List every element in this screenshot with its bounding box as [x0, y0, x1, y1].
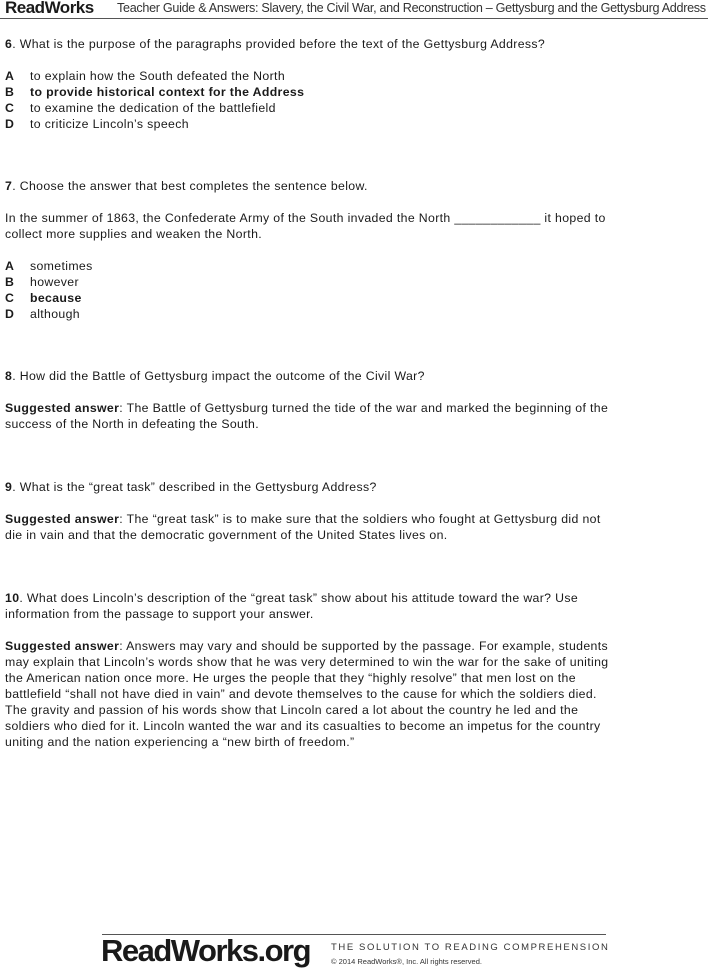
option-c-correct: [5, 290, 82, 306]
answer-line: [5, 400, 608, 416]
option-letter: B: [5, 85, 15, 99]
option-text: sometimes: [30, 259, 93, 273]
document-title: Teacher Guide & Answers: Slavery, the Civil War, and Reconstruction – Gettysburg and the Gettysburg Address: [117, 1, 706, 15]
question-prompt: . How did the Battle of Gettysburg impact the outcome of the Civil War?: [12, 369, 425, 383]
option-text: because: [30, 291, 82, 305]
option-letter: C: [5, 101, 15, 115]
question-prompt: . Choose the answer that best completes the sentence below.: [12, 179, 368, 193]
answer-line: die in vain and that the democratic government of the United States lives on.: [5, 528, 448, 542]
option-letter: A: [5, 259, 15, 273]
option-text: to examine the dedication of the battlefield: [30, 101, 276, 115]
footer-tagline: THE SOLUTION TO READING COMPREHENSION: [331, 942, 610, 953]
option-a: [5, 258, 93, 274]
question-10-text: [5, 590, 578, 606]
question-9-text: [5, 479, 377, 495]
readworks-org-logo: ReadWorks.org: [101, 933, 311, 968]
option-text: to explain how the South defeated the North: [30, 69, 286, 83]
answer-label: Suggested answer: [5, 401, 120, 415]
question-prompt: . What is the “great task” described in the Gettysburg Address?: [12, 480, 377, 494]
answer-line: battlefield “shall not have died in vain” and devote themselves to the cause for which the soldiers died.: [5, 687, 597, 701]
option-letter: D: [5, 117, 15, 131]
option-letter: C: [5, 291, 15, 305]
question-prompt: . What is the purpose of the paragraphs provided before the text of the Gettysburg Address?: [12, 37, 546, 51]
question-prompt: . What does Lincoln’s description of the “great task” show about his attitude toward the war? Use: [19, 591, 579, 605]
option-c: [5, 100, 276, 116]
option-text: to criticize Lincoln’s speech: [30, 117, 189, 131]
option-letter: D: [5, 307, 15, 321]
option-d: [5, 116, 189, 132]
question-number: 8: [5, 369, 13, 383]
answer-text: : The “great task” is to make sure that the soldiers who fought at Gettysburg did not: [119, 512, 601, 526]
option-b-correct: [5, 84, 304, 100]
question-6-text: [5, 36, 545, 52]
answer-label: Suggested answer: [5, 512, 120, 526]
answer-line: The gravity and passion of his words show that Lincoln cared a lot about the country he led and the: [5, 703, 579, 717]
answer-line: success of the North in defeating the South.: [5, 417, 259, 431]
readworks-logo: ReadWorks: [5, 0, 94, 17]
option-letter: B: [5, 275, 15, 289]
question-number: 9: [5, 480, 13, 494]
question-number: 6: [5, 37, 13, 51]
question-7-text: [5, 178, 368, 194]
answer-text: : Answers may vary and should be supported by the passage. For example, students: [119, 639, 608, 653]
option-text: however: [30, 275, 79, 289]
sentence-line: In the summer of 1863, the Confederate Army of the South invaded the North ____________ it hoped to: [5, 211, 606, 225]
question-prompt-line: information from the passage to support your answer.: [5, 607, 314, 621]
answer-line: [5, 511, 601, 527]
question-8-text: [5, 368, 425, 384]
answer-line: may explain that Lincoln’s words show that he was very determined to win the war for the sake of uniting: [5, 655, 609, 669]
option-text: to provide historical context for the Address: [30, 85, 305, 99]
answer-line: uniting and the nation experiencing a “new birth of freedom.”: [5, 735, 355, 749]
option-a: [5, 68, 285, 84]
question-number: 10: [5, 591, 20, 605]
copyright-notice: © 2014 ReadWorks®, Inc. All rights reserved.: [331, 957, 482, 966]
answer-line: soldiers who died for it. Lincoln wanted the war and its casualties to become an impetus for the country: [5, 719, 601, 733]
option-d: [5, 306, 80, 322]
answer-label: Suggested answer: [5, 639, 120, 653]
answer-line: [5, 638, 608, 654]
header-divider: [0, 18, 708, 19]
answer-text: : The Battle of Gettysburg turned the tide of the war and marked the beginning of the: [119, 401, 609, 415]
question-number: 7: [5, 179, 13, 193]
option-text: although: [30, 307, 80, 321]
option-letter: A: [5, 69, 15, 83]
answer-line: the American nation once more. He urges the people that they “highly resolve” that men lost on the: [5, 671, 576, 685]
sentence-line: collect more supplies and weaken the North.: [5, 227, 263, 241]
option-b: [5, 274, 79, 290]
